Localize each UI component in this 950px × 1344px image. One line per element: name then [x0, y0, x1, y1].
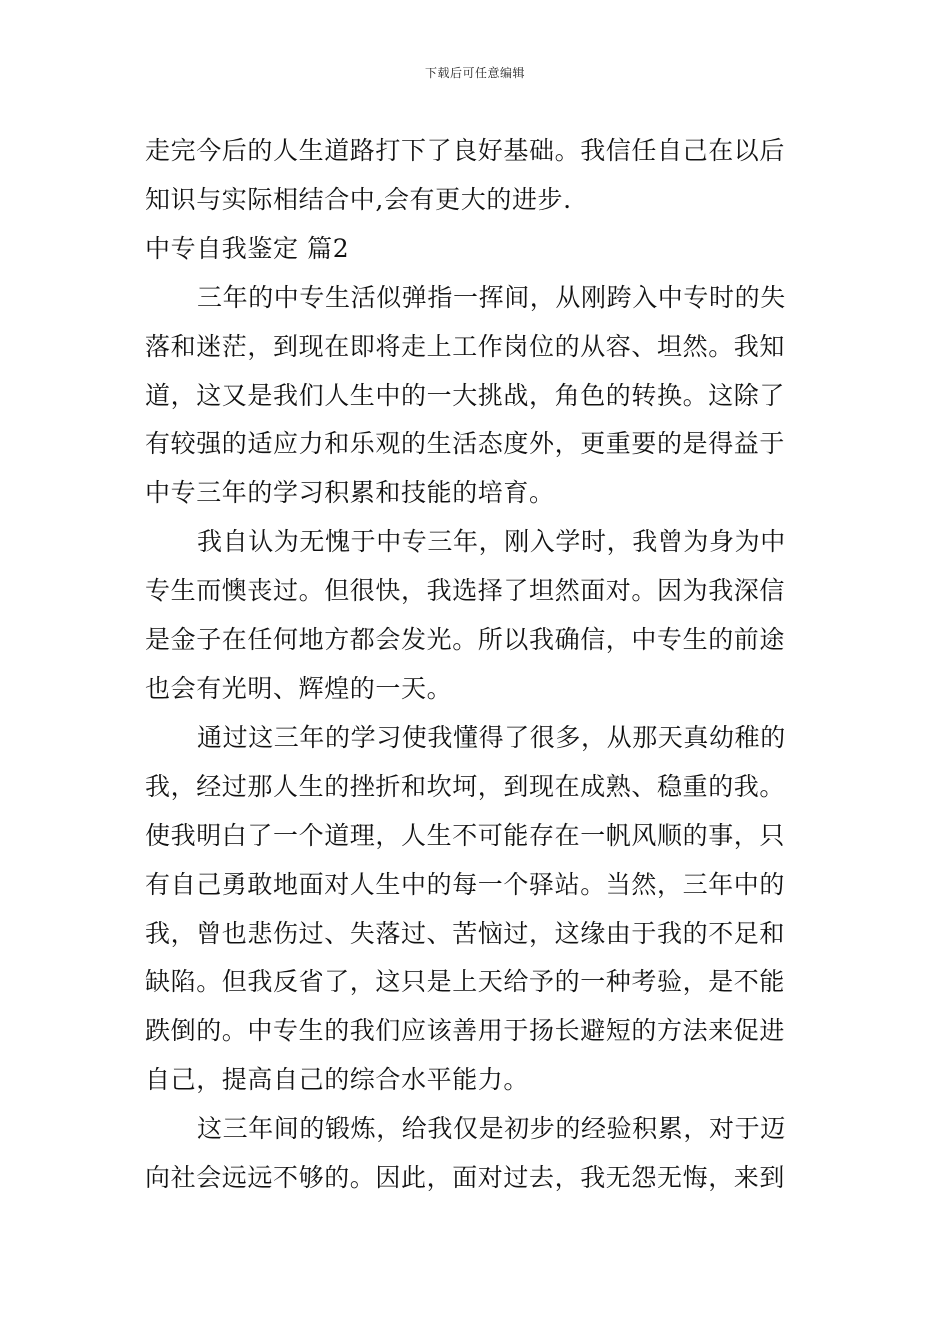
continued-text-line: 知识与实际相结合中,会有更大的进步.	[145, 184, 572, 214]
section-heading: 中专自我鉴定 篇2	[145, 233, 350, 263]
document-body	[145, 127, 807, 1203]
paragraph: 这三年间的锻炼，给我仅是初步的经验积累，对于迈向社会远远不够的。因此，面对过去，我无怨无悔，来到	[145, 1114, 786, 1193]
page-header: 下载后可任意编辑	[424, 66, 525, 80]
paragraph: 三年的中专生活似弹指一挥间，从刚跨入中专时的失落和迷茫，到现在即将走上工作岗位的从容、坦然。我知道，这又是我们人生中的一大挑战，角色的转换。这除了有较强的适应力和乐观的生活态度外，更重要的是得益于中专三年的学习积累和技能的培育。	[145, 282, 786, 508]
paragraph: 我自认为无愧于中专三年，刚入学时，我曾为身为中专生而懊丧过。但很快，我选择了坦然面对。因为我深信是金子在任何地方都会发光。所以我确信，中专生的前途也会有光明、辉煌的一天。	[145, 527, 786, 703]
continued-text-line: 走完今后的人生道路打下了良好基础。我信任自己在以后	[145, 136, 786, 165]
paragraph: 通过这三年的学习使我懂得了很多，从那天真幼稚的我，经过那人生的挫折和坎坷，到现在成熟、稳重的我。使我明白了一个道理，人生不可能存在一帆风顺的事，只有自己勇敢地面对人生中的每一个驿站。当然，三年中的我，曾也悲伤过、失落过、苦恼过，这缘由于我的不足和缺陷。但我反省了，这只是上天给予的一种考验，是不能跌倒的。中专生的我们应该善用于扬长避短的方法来促进自己，提高自己的综合水平能力。	[145, 722, 786, 1095]
